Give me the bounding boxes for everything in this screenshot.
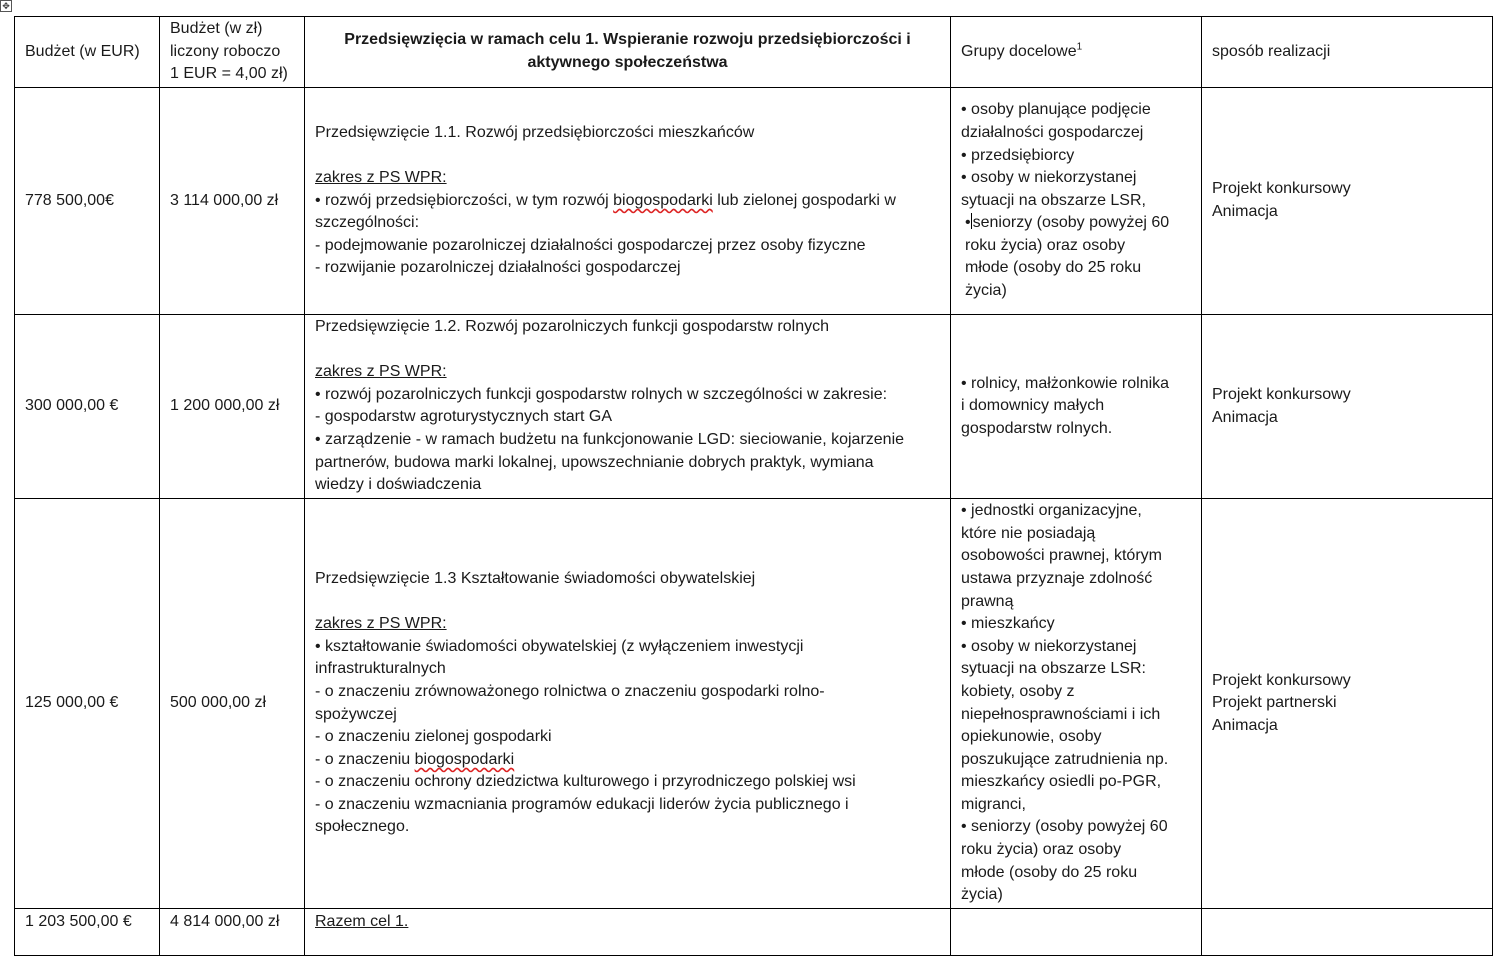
empty-cell [1202, 909, 1493, 956]
budget-eur-cell: 778 500,00€ [15, 88, 160, 315]
budget-eur-cell: 125 000,00 € [15, 499, 160, 909]
undertaking-cell: Przedsięwzięcie 1.3 Kształtowanie świadomości obywatelskiej zakres z PS WPR: • kształtowanie świadomości obywatelskiej (z wyłączeniem inwestycji infrastrukturalnych - o znaczeniu zrównoważonego rolnictwa o znaczeniu gospodarki rolno- spożywczej - o znaczeniu zielonej gospodarki - o znaczeniu biogospodarki - o znaczeniu ochrony dziedzictwa kulturowego i przyrodniczego polskiej wsi - o znaczeniu wzmacniania programów edukacji liderów życia publicznego i społecznego. [305, 499, 951, 909]
table-header-row [15, 17, 1493, 88]
header-undertakings: Przedsięwzięcia w ramach celu 1. Wspieranie rozwoju przedsiębiorczości i aktywnego społeczeństwa [305, 17, 951, 88]
implementation-method-cell: Projekt konkursowy Animacja [1202, 88, 1493, 315]
implementation-method-cell: Projekt konkursowy Projekt partnerski Animacja [1202, 499, 1493, 909]
total-pln-cell: 4 814 000,00 zł [160, 909, 305, 956]
total-row [15, 909, 1493, 956]
budget-table [14, 16, 1493, 956]
header-budget-eur: Budżet (w EUR) [15, 17, 160, 88]
undertaking-cell: Przedsięwzięcie 1.2. Rozwój pozarolniczych funkcji gospodarstw rolnych zakres z PS WPR: • rozwój pozarolniczych funkcji gospodarstw rolnych w szczególności w zakresie: - gospodarstw agroturystycznych start GA • zarządzenie - w ramach budżetu na funkcjonowanie LGD: sieciowanie, kojarzenie partnerów, budowa marki lokalnej, upowszechnianie dobrych praktyk, wymiana wiedzy i doświadczenia [305, 315, 951, 499]
header-implementation-method: sposób realizacji [1202, 17, 1493, 88]
target-groups-cell: • jednostki organizacyjne, które nie posiadają osobowości prawnej, którym ustawa przyznaje zdolność prawną • mieszkańcy • osoby w niekorzystanej sytuacji na obszarze LSR: kobiety, osoby z niepełnosprawnościami i ich opiekunowie, osoby poszukujące zatrudnienia np. mieszkańcy osiedli po-PGR, migranci, • seniorzy (osoby powyżej 60 roku życia) oraz osoby młode (osoby do 25 roku życia) [951, 499, 1202, 909]
budget-pln-cell: 500 000,00 zł [160, 499, 305, 909]
empty-cell [951, 909, 1202, 956]
total-label: Razem cel 1. [315, 913, 409, 930]
table-row [15, 88, 1493, 315]
undertaking-cell: Przedsięwzięcie 1.1. Rozwój przedsiębiorczości mieszkańców zakres z PS WPR: • rozwój przedsiębiorczości, w tym rozwój biogospodarki lub zielonej gospodarki w szczególności: - podejmowanie pozarolniczej działalności gospodarczej przez osoby fizyczne - rozwijanie pozarolniczej działalności gospodarczej [305, 88, 951, 315]
table-move-handle-icon[interactable]: ✥ [0, 0, 12, 12]
target-groups-cell: • rolnicy, małżonkowie rolnika i domownicy małych gospodarstw rolnych. [951, 315, 1202, 499]
implementation-method-cell: Projekt konkursowy Animacja [1202, 315, 1493, 499]
table-row [15, 499, 1493, 909]
budget-pln-cell: 3 114 000,00 zł [160, 88, 305, 315]
header-target-groups: Grupy docelowe$^1$ [951, 17, 1202, 88]
budget-pln-cell: 1 200 000,00 zł [160, 315, 305, 499]
header-budget-pln: Budżet (w zł) liczony roboczo 1 EUR = 4,00 zł) [160, 17, 305, 88]
target-groups-cell: • osoby planujące podjęcie działalności gospodarczej • przedsiębiorcy • osoby w niekorzystanej sytuacji na obszarze LSR, • seniorzy (osoby powyżej 60 roku życia) oraz osoby młode (osoby do 25 roku życia) [951, 88, 1202, 315]
budget-eur-cell: 300 000,00 € [15, 315, 160, 499]
total-label-cell [305, 909, 951, 956]
table-row [15, 315, 1493, 499]
total-eur-cell: 1 203 500,00 € [15, 909, 160, 956]
